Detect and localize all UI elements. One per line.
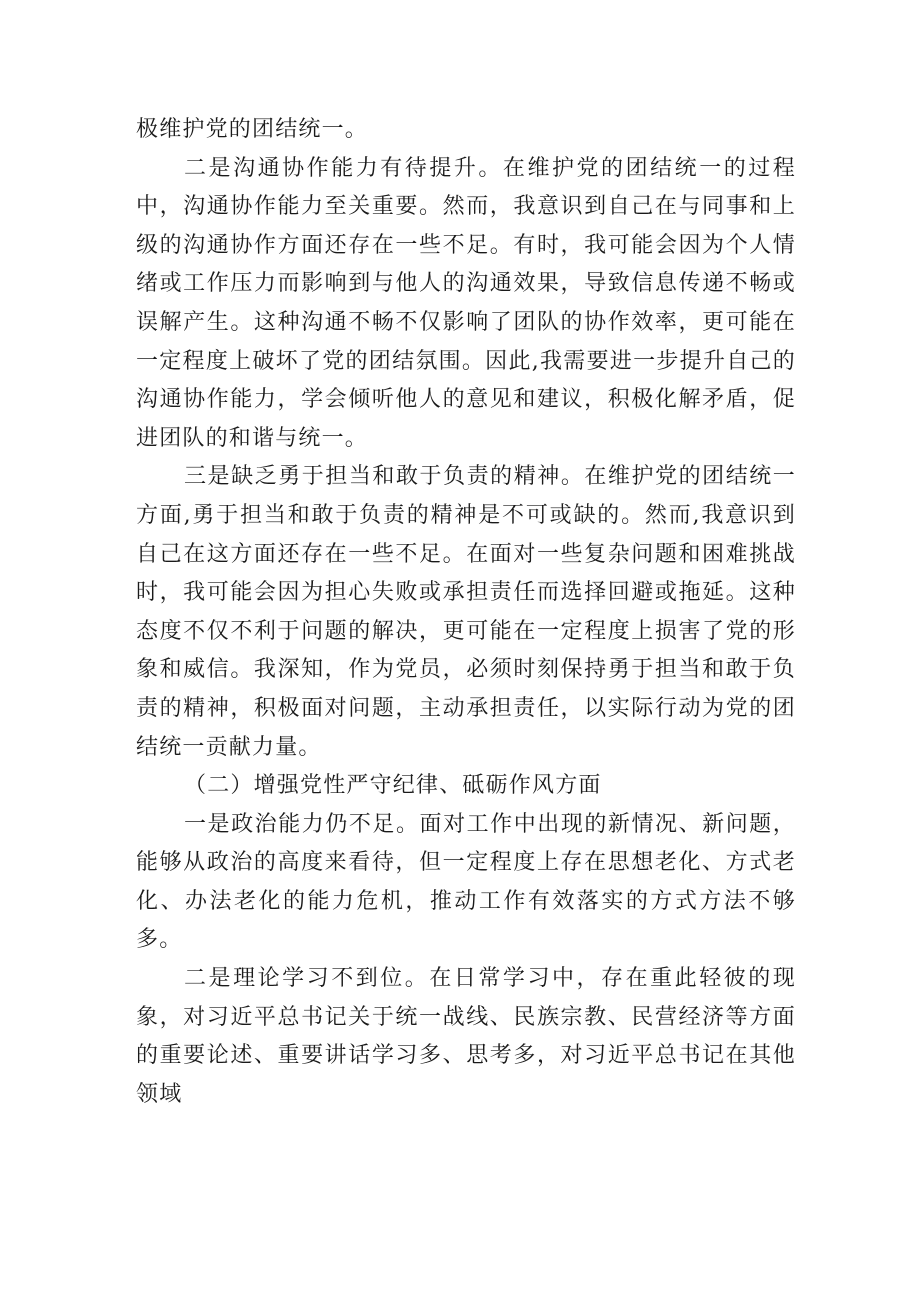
paragraph-political-ability: 一是政治能力仍不足。面对工作中出现的新情况、新问题，能够从政治的高度来看待，但一定程度上存在思想老化、方式老化、办法老化的能力危机，推动工作有效落实的方式方法不够多。 bbox=[136, 811, 796, 953]
paragraph-responsibility-spirit: 三是缺乏勇于担当和敢于负责的精神。在维护党的团结统一方面,勇于担当和敢于负责的精神是不可或缺的。然而,我意识到自己在这方面还存在一些不足。在面对一些复杂问题和困难挑战时，我可能会因为担心失败或承担责任而选择回避或拖延。这种态度不仅不利于问题的解决，更可能在一定程度上损害了党的形象和威信。我深知，作为党员，必须时刻保持勇于担当和敢于负责的精神，积极面对问题，主动承担责任，以实际行动为党的团结统一贡献力量。 bbox=[136, 464, 796, 760]
document-body bbox=[136, 111, 796, 1114]
paragraph-communication-ability: 二是沟通协作能力有待提升。在维护党的团结统一的过程中，沟通协作能力至关重要。然而，我意识到自己在与同事和上级的沟通协作方面还存在一些不足。有时，我可能会因为个人情绪或工作压力而影响到与他人的沟通效果，导致信息传递不畅或误解产生。这种沟通不畅不仅影响了团队的协作效率，更可能在一定程度上破坏了党的团结氛围。因此,我需要进一步提升自己的沟通协作能力，学会倾听他人的意见和建议，积极化解矛盾，促进团队的和谐与统一。 bbox=[136, 155, 796, 451]
paragraph-theory-study: 二是理论学习不到位。在日常学习中，存在重此轻彼的现象，对习近平总书记关于统一战线、民族宗教、民营经济等方面的重要论述、重要讲话学习多、思考多，对习近平总书记在其他领域 bbox=[136, 966, 796, 1107]
paragraph-continuation: 极维护党的团结统一。 bbox=[136, 117, 369, 142]
section-heading-discipline: （二）增强党性严守纪律、砥砺作风方面 bbox=[184, 773, 602, 799]
